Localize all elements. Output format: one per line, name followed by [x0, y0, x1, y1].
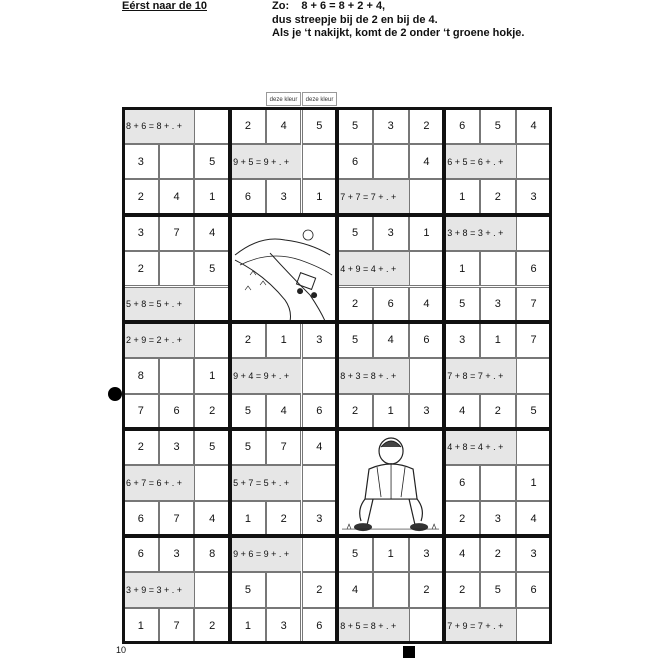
number-cell: 4 — [194, 215, 230, 251]
equation-cell: 6 + 7 = 6 + . + — [123, 465, 194, 501]
number-cell: 3 — [480, 501, 516, 537]
equation-answer-box[interactable] — [516, 608, 552, 644]
number-cell: 4 — [409, 144, 445, 180]
number-cell: 7 — [159, 501, 195, 537]
number-cell: 8 — [123, 358, 159, 394]
number-cell: 3 — [516, 179, 552, 215]
number-cell: 6 — [409, 322, 445, 358]
instruction-line-2: dus streepje bij de 2 en bij de 4. — [272, 13, 438, 26]
number-cell: 2 — [337, 394, 373, 430]
number-cell: 4 — [516, 501, 552, 537]
number-cell: 5 — [194, 429, 230, 465]
number-cell: 5 — [230, 394, 266, 430]
equation-answer-box[interactable] — [516, 144, 552, 180]
number-cell: 2 — [266, 501, 302, 537]
number-cell: 1 — [373, 394, 409, 430]
equation-answer-box[interactable] — [516, 358, 552, 394]
equation-answer-box[interactable] — [302, 144, 338, 180]
number-cell: 2 — [444, 572, 480, 608]
number-cell: 1 — [230, 501, 266, 537]
number-cell: 2 — [302, 572, 338, 608]
page-number: 10 — [116, 645, 127, 655]
number-cell: 3 — [409, 536, 445, 572]
number-cell: 2 — [337, 287, 373, 323]
equation-answer-box[interactable] — [409, 179, 445, 215]
number-cell: 2 — [480, 179, 516, 215]
number-cell: 1 — [123, 608, 159, 644]
number-cell: 1 — [373, 536, 409, 572]
number-cell: 6 — [337, 144, 373, 180]
number-cell: 2 — [194, 394, 230, 430]
color-header-2: deze kleur — [302, 92, 337, 106]
number-cell: 6 — [444, 108, 480, 144]
number-cell: 1 — [230, 608, 266, 644]
equation-answer-box[interactable] — [302, 358, 338, 394]
number-cell: 5 — [337, 215, 373, 251]
number-cell: 2 — [230, 108, 266, 144]
number-cell: 7 — [516, 287, 552, 323]
number-cell: 4 — [266, 394, 302, 430]
number-cell: 6 — [373, 287, 409, 323]
landscape-illustration — [230, 215, 337, 322]
number-cell: 3 — [266, 608, 302, 644]
number-cell: 4 — [337, 572, 373, 608]
number-cell: 7 — [159, 608, 195, 644]
number-cell: 5 — [230, 572, 266, 608]
football-player-illustration — [337, 429, 444, 536]
number-cell: 3 — [159, 536, 195, 572]
number-cell: 7 — [123, 394, 159, 430]
empty-cell[interactable] — [159, 251, 195, 287]
number-cell: 3 — [480, 287, 516, 323]
number-cell: 7 — [266, 429, 302, 465]
number-cell: 3 — [373, 215, 409, 251]
number-cell: 4 — [444, 536, 480, 572]
number-cell: 1 — [302, 179, 338, 215]
number-cell: 3 — [516, 536, 552, 572]
equation-cell: 7 + 8 = 7 + . + — [444, 358, 515, 394]
number-cell: 6 — [230, 179, 266, 215]
equation-answer-box[interactable] — [194, 287, 230, 323]
number-cell: 5 — [230, 429, 266, 465]
number-cell: 4 — [373, 322, 409, 358]
equation-answer-box[interactable] — [516, 215, 552, 251]
number-cell: 8 — [194, 536, 230, 572]
number-cell: 2 — [444, 501, 480, 537]
number-cell: 4 — [159, 179, 195, 215]
equation-cell: 8 + 6 = 8 + . + — [123, 108, 194, 144]
equation-cell: 6 + 5 = 6 + . + — [444, 144, 515, 180]
equation-answer-box[interactable] — [409, 358, 445, 394]
equation-cell: 2 + 9 = 2 + . + — [123, 322, 194, 358]
number-cell: 5 — [302, 108, 338, 144]
number-cell: 1 — [194, 358, 230, 394]
empty-cell[interactable] — [159, 358, 195, 394]
number-cell: 7 — [159, 215, 195, 251]
number-cell: 2 — [194, 608, 230, 644]
equation-answer-box[interactable] — [516, 429, 552, 465]
number-cell: 5 — [444, 287, 480, 323]
number-cell: 5 — [337, 108, 373, 144]
equation-cell: 7 + 9 = 7 + . + — [444, 608, 515, 644]
number-cell: 2 — [123, 251, 159, 287]
number-cell: 2 — [480, 536, 516, 572]
number-cell: 6 — [123, 536, 159, 572]
equation-cell: 4 + 8 = 4 + . + — [444, 429, 515, 465]
empty-cell[interactable] — [373, 572, 409, 608]
number-cell: 4 — [516, 108, 552, 144]
number-cell: 6 — [302, 608, 338, 644]
corner-square-marker — [403, 646, 415, 658]
number-cell: 5 — [337, 322, 373, 358]
number-cell: 5 — [194, 251, 230, 287]
number-cell: 3 — [123, 215, 159, 251]
number-cell: 6 — [444, 465, 480, 501]
empty-cell[interactable] — [480, 465, 516, 501]
number-cell: 6 — [159, 394, 195, 430]
number-cell: 7 — [516, 322, 552, 358]
empty-cell[interactable] — [373, 144, 409, 180]
number-cell: 5 — [337, 536, 373, 572]
empty-cell[interactable] — [480, 251, 516, 287]
number-cell: 6 — [516, 251, 552, 287]
number-cell: 3 — [302, 501, 338, 537]
number-cell: 1 — [444, 179, 480, 215]
page-title: Eérst naar de 10 — [122, 0, 207, 12]
number-cell: 5 — [480, 108, 516, 144]
equation-answer-box[interactable] — [302, 536, 338, 572]
number-cell: 4 — [302, 429, 338, 465]
equation-answer-box[interactable] — [194, 322, 230, 358]
number-cell: 2 — [409, 572, 445, 608]
equation-cell: 9 + 5 = 9 + . + — [230, 144, 301, 180]
number-cell: 3 — [159, 429, 195, 465]
instruction-line-3: Als je ‘t nakijkt, komt de 2 onder ‘t groene hokje. — [272, 27, 525, 39]
number-cell: 1 — [444, 251, 480, 287]
number-cell: 6 — [516, 572, 552, 608]
number-cell: 2 — [409, 108, 445, 144]
equation-cell: 8 + 3 = 8 + . + — [337, 358, 408, 394]
number-cell: 3 — [409, 394, 445, 430]
number-cell: 2 — [123, 179, 159, 215]
number-cell: 4 — [266, 108, 302, 144]
instructions — [272, 0, 524, 41]
equation-cell: 9 + 6 = 9 + . + — [230, 536, 301, 572]
equation-cell: 5 + 8 = 5 + . + — [123, 287, 194, 323]
number-cell: 4 — [194, 501, 230, 537]
number-cell: 2 — [230, 322, 266, 358]
number-cell: 1 — [194, 179, 230, 215]
equation-cell: 7 + 7 = 7 + . + — [337, 179, 408, 215]
equation-answer-box[interactable] — [302, 465, 338, 501]
number-cell: 6 — [123, 501, 159, 537]
number-cell: 6 — [302, 394, 338, 430]
equation-answer-box[interactable] — [194, 572, 230, 608]
number-cell: 2 — [480, 394, 516, 430]
number-cell: 4 — [409, 287, 445, 323]
equation-cell: 4 + 9 = 4 + . + — [337, 251, 408, 287]
equation-cell: 3 + 8 = 3 + . + — [444, 215, 515, 251]
number-cell: 3 — [302, 322, 338, 358]
number-cell: 5 — [194, 144, 230, 180]
equation-cell: 3 + 9 = 3 + . + — [123, 572, 194, 608]
equation-answer-box[interactable] — [194, 108, 230, 144]
number-cell: 3 — [123, 144, 159, 180]
empty-cell[interactable] — [159, 144, 195, 180]
number-cell: 5 — [480, 572, 516, 608]
color-header-1: deze kleur — [266, 92, 301, 106]
number-cell: 1 — [480, 322, 516, 358]
number-cell: 1 — [516, 465, 552, 501]
equation-cell: 9 + 4 = 9 + . + — [230, 358, 301, 394]
empty-cell[interactable] — [266, 572, 302, 608]
equation-answer-box[interactable] — [409, 608, 445, 644]
number-cell: 4 — [444, 394, 480, 430]
equation-cell: 8 + 5 = 8 + . + — [337, 608, 408, 644]
number-cell: 5 — [516, 394, 552, 430]
number-cell: 1 — [266, 322, 302, 358]
equation-cell: 5 + 7 = 5 + . + — [230, 465, 301, 501]
equation-answer-box[interactable] — [409, 251, 445, 287]
equation-answer-box[interactable] — [194, 465, 230, 501]
number-cell: 1 — [409, 215, 445, 251]
number-cell: 3 — [373, 108, 409, 144]
instruction-line-1: Zo: 8 + 6 = 8 + 2 + 4, — [272, 0, 386, 12]
bullet-dot — [108, 387, 122, 401]
number-cell: 3 — [444, 322, 480, 358]
number-cell: 3 — [266, 179, 302, 215]
number-cell: 2 — [123, 429, 159, 465]
